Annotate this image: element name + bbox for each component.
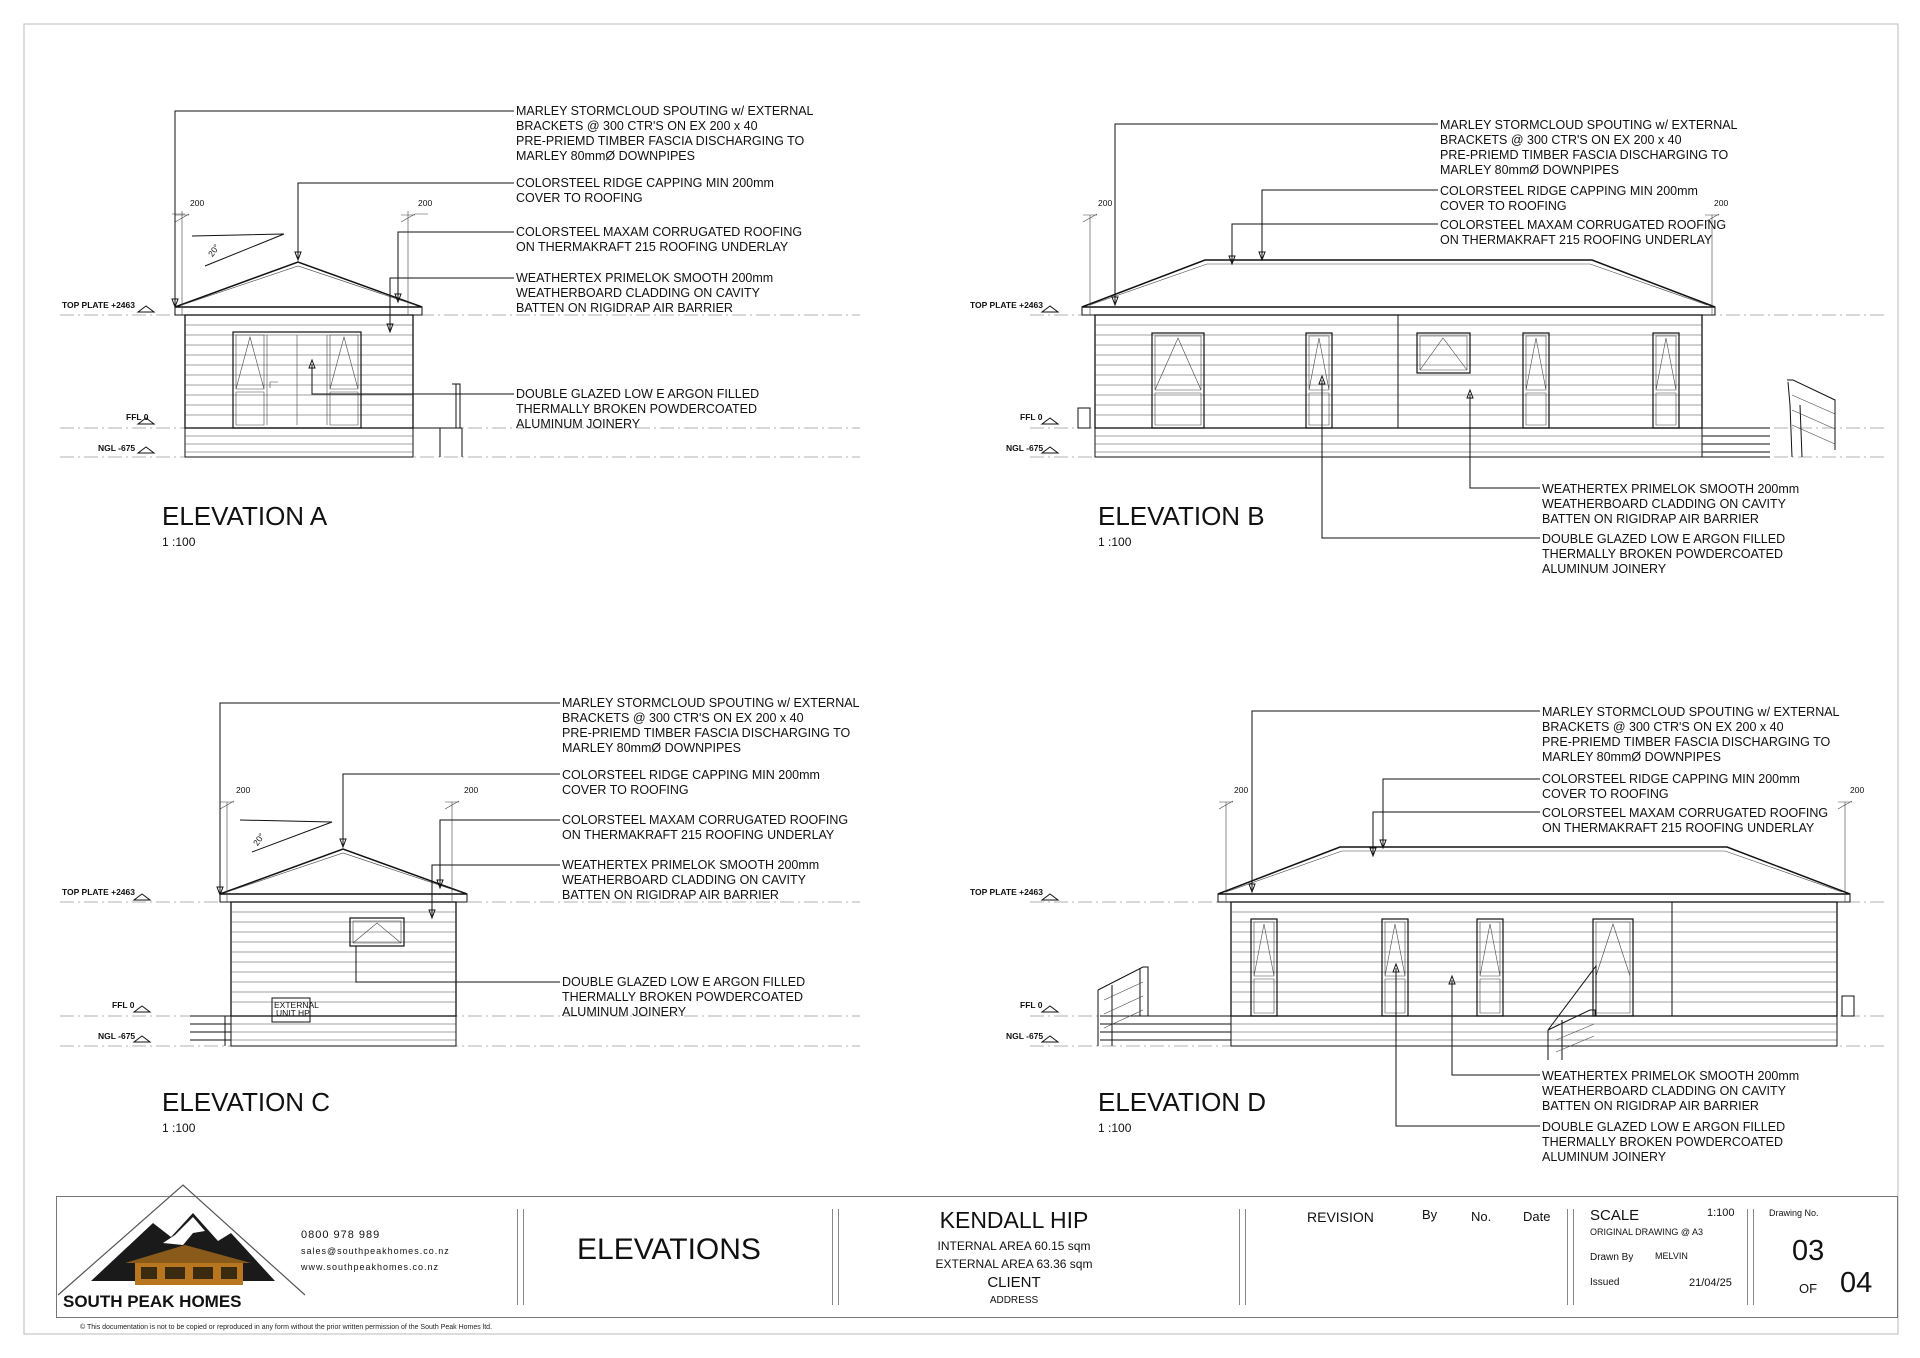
company-logo [43,1183,323,1313]
company-name: SOUTH PEAK HOMES [63,1292,242,1311]
scale-label: SCALE [1590,1207,1640,1224]
separator [832,1209,839,1305]
of-label: OF [1799,1281,1818,1296]
leader-spouting [175,111,514,305]
level-markers [138,306,154,453]
svg-text:COLORSTEEL RIDGE CAPPING MIN 2: COLORSTEEL RIDGE CAPPING MIN 200mm COVER TO ROOFING [1542,772,1800,801]
elevation-d-scale: 1 :100 [1098,1121,1132,1135]
elevation-d-title: ELEVATION D [1098,1087,1267,1117]
gable-roof [175,262,422,307]
dim-200-right: 200 [418,198,433,208]
svg-text:MARLEY STORMCLOUD SPOUTING w/: MARLEY STORMCLOUD SPOUTING w/ EXTERNAL BRACKETS @ 300 CTR'S ON EX 200 x 40 PRE-PRIEMD TIMBER FASCIA DISCHARGING TO MARLEY 80mmØ DOWNPIPES [1440,118,1738,177]
svg-text:COLORSTEEL RIDGE CAPPING MIN 2: COLORSTEEL RIDGE CAPPING MIN 200mm COVER TO ROOFING [1440,184,1698,213]
copyright-note: © This documentation is not to be copied or reproduced in any form without the prior written permission of the South Peak Homes ltd. [80,1324,493,1331]
fascia [175,307,422,315]
elevation-a-scale: 1 :100 [162,535,196,549]
original-drawing-size: ORIGINAL DRAWING @ A3 [1590,1227,1703,1237]
internal-area: INTERNAL AREA 60.15 sqm [937,1239,1091,1253]
hip-roof [1082,260,1715,307]
dim-200-right: 200 [1850,785,1865,795]
svg-text:DOUBLE GLAZED LOW E ARGON FILL: DOUBLE GLAZED LOW E ARGON FILLED THERMALLY BROKEN POWDERCOATED ALUMINUM JOINERY [562,975,806,1019]
elevation-b-scale: 1 :100 [1098,535,1132,549]
separator [1747,1209,1754,1305]
svg-text:MARLEY STORMCLOUD SPOUTING w/: MARLEY STORMCLOUD SPOUTING w/ EXTERNAL BRACKETS @ 300 CTR'S ON EX 200 x 40 PRE-PRIEMD TIMBER FASCIA DISCHARGING TO MARLEY 80mmØ DOWNPIPES [1542,705,1840,764]
top-plate-level-label: TOP PLATE +2463 [970,300,1043,310]
elevation-a [60,104,860,549]
elevation-d [970,705,1888,1164]
revision-no-label: No. [1471,1209,1492,1224]
dim-200-right: 200 [464,785,479,795]
revision-label: REVISION [1307,1209,1374,1225]
drawn-by-label: Drawn By [1590,1252,1634,1263]
dim-200-left: 200 [236,785,251,795]
address-label: ADDRESS [989,1295,1039,1306]
elevation-c [60,696,863,1135]
deck-left [1100,1016,1231,1040]
svg-text:WEATHERTEX PRIMELOK SMOOTH 200: WEATHERTEX PRIMELOK SMOOTH 200mm WEATHERBOARD CLADDING ON CAVITY BATTEN ON RIGIDRAP AIR BARRIER [1542,1069,1800,1113]
svg-text:WEATHERTEX PRIMELOK SMOOTH 200: WEATHERTEX PRIMELOK SMOOTH 200mm WEATHERBOARD CLADDING ON CAVITY BATTEN ON RIGIDRAP AIR BARRIER [1542,482,1800,526]
external-unit-label: EXTERNAL UNIT HP [274,1000,319,1018]
pitch-indicator [192,234,284,266]
top-plate-level-label: TOP PLATE +2463 [970,887,1043,897]
project-name: KENDALL HIP [939,1207,1089,1233]
ffl-level-label: FFL 0 [1020,412,1043,422]
company-phone: 0800 978 989 [301,1229,381,1241]
ngl-level-label: NGL -675 [98,443,136,453]
stair-left [1098,967,1148,1046]
note-ridge: COLORSTEEL RIDGE CAPPING MIN 200mm COVER TO ROOFING [516,176,774,205]
svg-text:DOUBLE GLAZED LOW E ARGON FILL: DOUBLE GLAZED LOW E ARGON FILLED THERMALLY BROKEN POWDERCOATED ALUMINUM JOINERY [1542,532,1786,576]
separator [1239,1209,1246,1305]
client-label: CLIENT [987,1274,1041,1291]
scale-value: 1:100 [1707,1207,1735,1219]
windows [1152,333,1679,428]
revision-by-label: By [1422,1207,1438,1222]
roof-pitch: 20° [205,242,222,259]
fascia [1082,307,1715,315]
top-plate-level-label: TOP PLATE +2463 [62,887,135,897]
leader-ridge [298,183,514,258]
revision-date-label: Date [1523,1209,1551,1224]
drawing-number: 03 [1792,1235,1825,1267]
svg-text:MARLEY STORMCLOUD SPOUTING w/: MARLEY STORMCLOUD SPOUTING w/ EXTERNAL BRACKETS @ 300 CTR'S ON EX 200 x 40 PRE-PRIEMD TIMBER FASCIA DISCHARGING TO MARLEY 80mmØ DOWNPIPES [562,696,860,755]
title-block [56,1196,1898,1318]
dim-200-left: 200 [190,198,205,208]
leader-cladding [390,278,514,330]
roof-pitch: 20° [250,831,267,848]
separator [517,1209,524,1305]
svg-text:WEATHERTEX PRIMELOK SMOOTH 200: WEATHERTEX PRIMELOK SMOOTH 200mm WEATHERBOARD CLADDING ON CAVITY BATTEN ON RIGIDRAP AIR BARRIER [562,858,820,902]
elevation-a-title: ELEVATION A [162,501,328,531]
svg-text:COLORSTEEL MAXAM CORRUGATED RO: COLORSTEEL MAXAM CORRUGATED ROOFING ON THERMAKRAFT 215 ROOFING UNDERLAY [1542,806,1829,835]
svg-text:COLORSTEEL RIDGE CAPPING MIN 2: COLORSTEEL RIDGE CAPPING MIN 200mm COVER TO ROOFING [562,768,820,797]
elevation-b-title: ELEVATION B [1098,501,1265,531]
note-roofing: COLORSTEEL MAXAM CORRUGATED ROOFING ON THERMAKRAFT 215 ROOFING UNDERLAY [516,225,803,254]
note-spouting: MARLEY STORMCLOUD SPOUTING w/ EXTERNAL BRACKETS @ 300 CTR'S ON EX 200 x 40 PRE-PRIEMD TIMBER FASCIA DISCHARGING TO MARLEY 80mmØ DOWNPIPES [516,104,814,163]
ffl-level-label: FFL 0 [1020,1000,1043,1010]
ngl-level-label: NGL -675 [1006,443,1044,453]
external-area: EXTERNAL AREA 63.36 sqm [935,1257,1093,1271]
total-drawings: 04 [1840,1267,1873,1299]
company-website: www.southpeakhomes.co.nz [301,1262,440,1272]
svg-text:DOUBLE GLAZED LOW E ARGON FILL: DOUBLE GLAZED LOW E ARGON FILLED THERMALLY BROKEN POWDERCOATED ALUMINUM JOINERY [1542,1120,1786,1164]
elevation-b [970,118,1888,576]
dim-200-right: 200 [1714,198,1729,208]
company-email: sales@southpeakhomes.co.nz [301,1246,450,1256]
deck [1702,428,1770,457]
windows [1251,919,1633,1016]
dim-200-left: 200 [1098,198,1113,208]
separator [1567,1209,1574,1305]
ngl-level-label: NGL -675 [1006,1031,1044,1041]
subfloor [185,428,413,457]
note-cladding: WEATHERTEX PRIMELOK SMOOTH 200mm WEATHERBOARD CLADDING ON CAVITY BATTEN ON RIGIDRAP AIR BARRIER [516,271,774,315]
note-joinery: DOUBLE GLAZED LOW E ARGON FILLED THERMALLY BROKEN POWDERCOATED ALUMINUM JOINERY [516,387,760,431]
roof-edge [182,266,415,305]
deck [190,1016,456,1046]
drawn-by-value: MELVIN [1655,1251,1688,1261]
svg-text:COLORSTEEL MAXAM CORRUGATED RO: COLORSTEEL MAXAM CORRUGATED ROOFING ON THERMAKRAFT 215 ROOFING UNDERLAY [1440,218,1727,247]
ffl-level-label: FFL 0 [112,1000,135,1010]
drawing-no-label: Drawing No. [1769,1208,1819,1218]
ffl-level-label: FFL 0 [126,412,149,422]
svg-text:COLORSTEEL MAXAM CORRUGATED RO: COLORSTEEL MAXAM CORRUGATED ROOFING ON THERMAKRAFT 215 ROOFING UNDERLAY [562,813,849,842]
issued-label: Issued [1590,1277,1620,1288]
weatherboards [185,325,413,415]
leader-roofing [398,232,514,300]
elevation-c-title: ELEVATION C [162,1087,331,1117]
elevation-c-scale: 1 :100 [162,1121,196,1135]
ngl-level-label: NGL -675 [98,1031,136,1041]
deck-post [413,384,462,457]
dim-200-left: 200 [1234,785,1249,795]
issued-date: 21/04/25 [1689,1277,1732,1289]
sheet-title: ELEVATIONS [577,1233,761,1266]
top-plate-level-label: TOP PLATE +2463 [62,300,135,310]
